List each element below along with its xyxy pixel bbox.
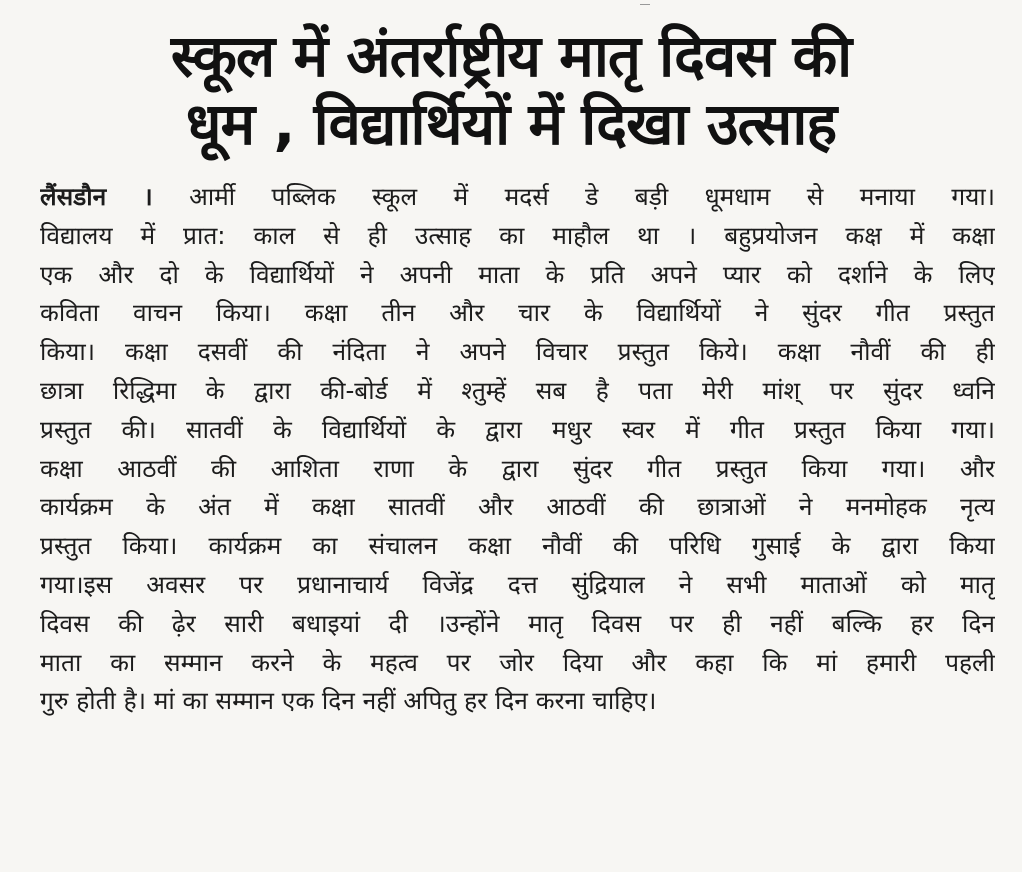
article-line-5: किया। कक्षा दसवीं की नंदिता ने अपने विचार प्रस्तुत किये। कक्षा नौवीं की ही <box>40 337 995 367</box>
article-line-2: विद्यालय में प्रात: काल से ही उत्साह का माहौल था । बहुप्रयोजन कक्ष में कक्षा <box>40 220 995 250</box>
article-line-6: छात्रा रिद्धिमा के द्वारा की-बोर्ड में श्तुम्हें सब है पता मेरी मांश् पर सुंदर ध्वनि <box>40 375 995 405</box>
dateline: लैंसडौन । <box>40 182 153 211</box>
headline <box>20 22 1002 158</box>
scan-mark <box>640 0 650 5</box>
article-line-1 <box>40 178 995 217</box>
article-line-7: प्रस्तुत की। सातवीं के विद्यार्थियों के द्वारा मधुर स्वर में गीत प्रस्तुत किया गया। <box>40 414 995 444</box>
article-line-11: गया।इस अवसर पर प्रधानाचार्य विजेंद्र दत्त सुंद्रियाल ने सभी माताओं को मातृ <box>40 569 995 599</box>
article-body <box>40 178 995 721</box>
article-line-13: माता का सम्मान करने के महत्व पर जोर दिया और कहा कि मां हमारी पहली <box>40 647 995 677</box>
article-line-8: कक्षा आठवीं की आशिता राणा के द्वारा सुंदर गीत प्रस्तुत किया गया। और <box>40 453 995 483</box>
article-line-12: दिवस की ढ़ेर सारी बधाइयां दी ।उन्होंने मातृ दिवस पर ही नहीं बल्कि हर दिन <box>40 608 995 638</box>
article-line-1-text: आर्मी पब्लिक स्कूल में मदर्स डे बड़ी धूमधाम से मनाया गया। <box>152 182 995 211</box>
article-line-9: कार्यक्रम के अंत में कक्षा सातवीं और आठवीं की छात्राओं ने मनमोहक नृत्य <box>40 492 995 522</box>
headline-line-1: स्कूल में अंतर्राष्ट्रीय मातृ दिवस की <box>170 22 852 90</box>
headline-line-2: धूम , विद्यार्थियों में दिखा उत्साह <box>185 90 837 158</box>
article-line-14: गुरु होती है। मां का सम्मान एक दिन नहीं अपितु हर दिन करना चाहिए। <box>40 686 657 716</box>
article-line-3: एक और दो के विद्यार्थियों ने अपनी माता के प्रति अपने प्यार को दर्शाने के लिए <box>40 259 995 289</box>
article-line-10: प्रस्तुत किया। कार्यक्रम का संचालन कक्षा नौवीं की परिधि गुसाई के द्वारा किया <box>40 531 995 561</box>
article-line-4: कविता वाचन किया। कक्षा तीन और चार के विद्यार्थियों ने सुंदर गीत प्रस्तुत <box>40 298 995 328</box>
